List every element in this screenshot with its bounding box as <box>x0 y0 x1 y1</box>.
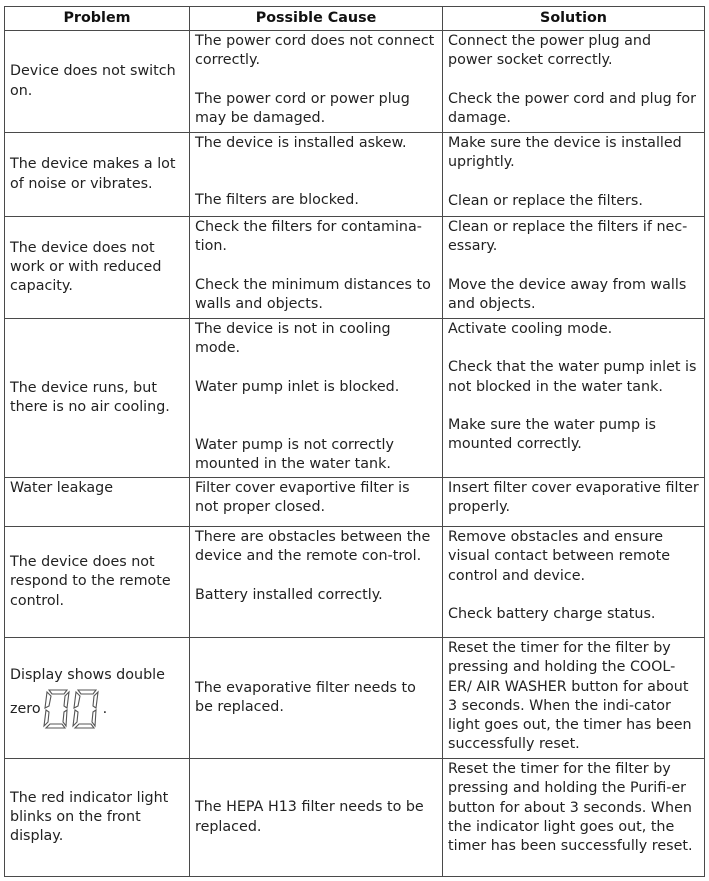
table-row <box>5 31 705 133</box>
solution-item: Move the device away from walls and objects. <box>448 276 687 312</box>
problem-cell: The device does not work or with reduced capacity. <box>5 217 190 319</box>
table-row <box>5 478 705 527</box>
solution-cell <box>443 31 705 133</box>
troubleshooting-table <box>4 6 705 877</box>
cause-cell <box>190 759 443 877</box>
cause-cell <box>190 217 443 319</box>
solution-item: Check the power cord and plug for damage. <box>448 90 696 126</box>
cause-item: The device is installed askew. <box>195 135 407 151</box>
cause-item: Filter cover evaportive filter is not proper closed. <box>195 480 410 516</box>
problem-cell: The device runs, but there is no air cooling. <box>5 319 190 478</box>
cause-cell <box>190 638 443 759</box>
solution-item: Reset the timer for the filter by pressing and holding the Purifi-er button for about 3 seconds. When the indicator light goes out, the timer has been successfully reset. <box>448 761 693 855</box>
cause-cell <box>190 319 443 478</box>
solution-cell <box>443 638 705 759</box>
problem-cell <box>5 638 190 759</box>
table-row <box>5 133 705 217</box>
cause-item: Check the filters for contamina-tion. <box>195 219 422 255</box>
solution-item: Activate cooling mode. <box>448 321 613 337</box>
cause-item: The device is not in cooling mode. <box>195 321 391 357</box>
table-row <box>5 217 705 319</box>
cause-item: The evaporative filter needs to be replaced. <box>195 679 416 715</box>
cause-item: The power cord does not connect correctly. <box>195 33 435 69</box>
cause-item: Water pump inlet is blocked. <box>195 378 400 395</box>
solution-item: Check that the water pump inlet is not blocked in the water tank. <box>448 359 697 395</box>
cause-item: Battery installed correctly. <box>195 586 383 603</box>
table-row <box>5 638 705 759</box>
solution-cell <box>443 759 705 877</box>
double-zero-seven-segment-icon <box>43 688 101 730</box>
solution-item: Clean or replace the filters. <box>448 192 643 209</box>
cause-cell <box>190 527 443 638</box>
problem-cell: The device makes a lot of noise or vibrates. <box>5 133 190 217</box>
cause-item: Water pump is not correctly mounted in the water tank. <box>195 436 394 473</box>
cause-item: The filters are blocked. <box>195 192 359 209</box>
cause-item: The power cord or power plug may be damaged. <box>195 90 410 126</box>
solution-item: Reset the timer for the filter by pressing and holding the COOL-ER/ AIR WASHER button for about 3 seconds. When the indi-cator light goes out, the timer has been successfully reset. <box>448 640 692 753</box>
problem-cell: Water leakage <box>5 478 190 527</box>
problem-line <box>10 688 184 730</box>
cause-item: Check the minimum distances to walls and objects. <box>195 276 431 312</box>
problem-cell: The red indicator light blinks on the front display. <box>5 759 190 877</box>
header-problem: Problem <box>5 7 190 31</box>
solution-cell <box>443 527 705 638</box>
problem-line: Display shows double <box>10 667 165 684</box>
cause-item: The HEPA H13 filter needs to be replaced. <box>195 799 424 835</box>
solution-cell <box>443 217 705 319</box>
problem-cell: Device does not switch on. <box>5 31 190 133</box>
solution-cell <box>443 319 705 478</box>
solution-cell <box>443 478 705 527</box>
problem-text: zero <box>10 700 41 717</box>
table-row <box>5 527 705 638</box>
solution-cell <box>443 133 705 217</box>
table-row <box>5 759 705 877</box>
header-possible-cause: Possible Cause <box>190 7 443 31</box>
table-row <box>5 319 705 478</box>
solution-item: Insert filter cover evaporative filter properly. <box>448 480 699 516</box>
solution-item: Clean or replace the filters if nec-essary. <box>448 219 688 255</box>
cause-cell <box>190 133 443 217</box>
header-solution: Solution <box>443 7 705 31</box>
solution-item: Connect the power plug and power socket correctly. <box>448 33 652 69</box>
solution-item: Check battery charge status. <box>448 605 656 622</box>
header-row <box>5 7 705 31</box>
solution-item: Remove obstacles and ensure visual contact between remote control and device. <box>448 529 671 584</box>
cause-item: There are obstacles between the device and the remote con-trol. <box>195 529 431 565</box>
solution-item: Make sure the water pump is mounted correctly. <box>448 416 657 453</box>
problem-text: . <box>102 700 108 717</box>
problem-cell: The device does not respond to the remote control. <box>5 527 190 638</box>
solution-item: Make sure the device is installed uprightly. <box>448 135 682 171</box>
cause-cell <box>190 31 443 133</box>
cause-cell <box>190 478 443 527</box>
